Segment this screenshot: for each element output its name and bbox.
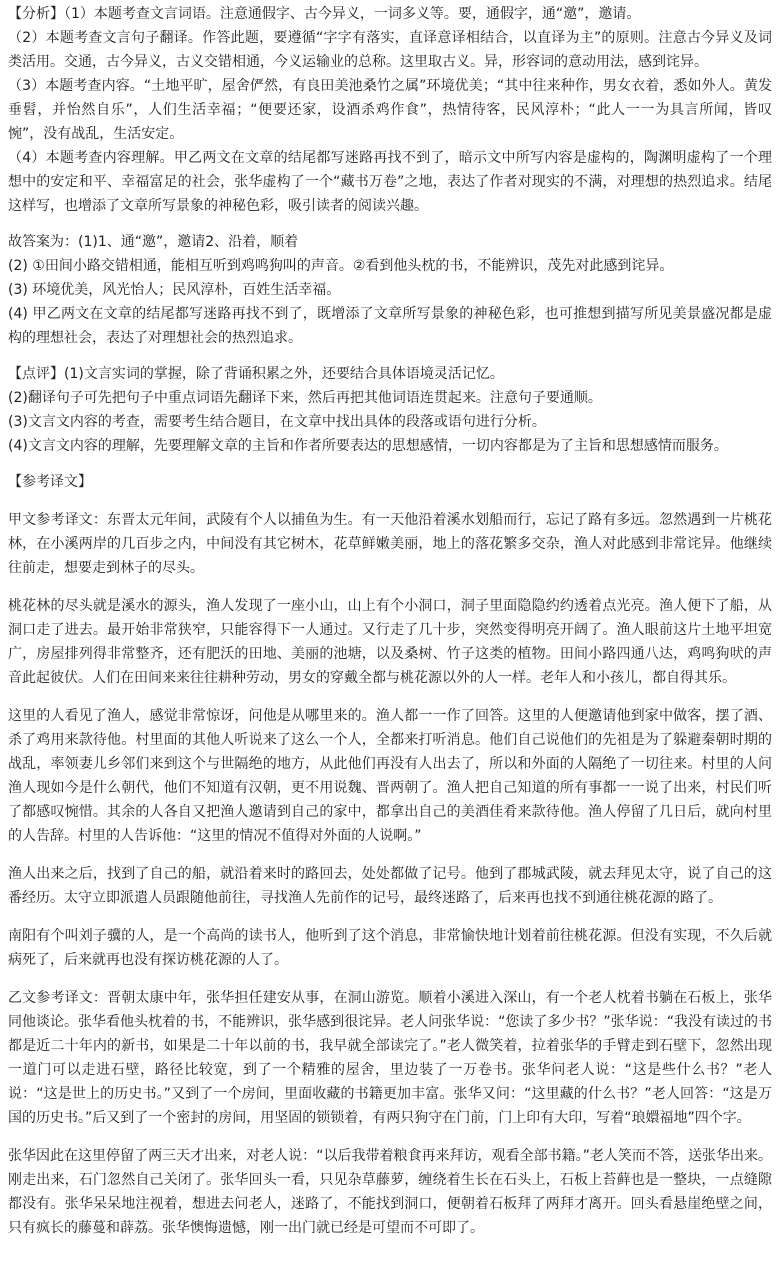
translation-section [8, 470, 772, 1240]
answer-line: (2) ①田间小路交错相通，能相互听到鸡鸣狗叫的声音。②看到他头枕的书，不能辨识，茂先对此感到诧异。 [8, 258, 674, 274]
comment-line: 【点评】(1)文言实词的掌握，除了背诵积累之外，还要结合具体语境灵活记忆。 [8, 366, 504, 382]
comment-line: (3)文言文内容的考查，需要考生结合题目，在文章中找出具体的段落或语句进行分析。 [8, 414, 546, 430]
translation-paragraph: 南阳有个叫刘子骥的人，是一个高尚的读书人，他听到了这个消息，非常愉快地计划着前往桃花源。但没有实现，不久后就病死了，后来就再也没有探访桃花源的人了。 [8, 928, 772, 968]
translation-paragraph: 乙文参考译文：晋朝太康中年，张华担任建安从事，在洞山游览。顺着小溪进入深山，有一个老人枕着书躺在石板上，张华同他谈论。张华看他头枕着的书，不能辨识，张华感到很诧异。老人问张华说：“您读了多少书？”张华说：“我没有读过的书都是近二十年内的新书，如果是二十年以前的书，我早就全部读完了。”老人微笑着，拉着张华的手臂走到石壁下，忽然出现一道门可以走进石壁，路径比较宽，到了一个精雅的屋舍，里边装了一万卷书。张华问老人说：“这是些什么书？”老人说：“这是世上的历史书。”又到了一个房间，里面收藏的书籍更加丰富。张华又问：“这里藏的什么书？”老人回答：“这是万国的历史书。”后又到了一个密封的房间，用坚固的锁锁着，有两只狗守在门前，门上印有大印，写着“琅嬛福地”四个字。 [8, 990, 772, 1126]
comment-line: (2)翻译句子可先把句子中重点词语先翻译下来，然后再把其他词语连贯起来。注意句子要通顺。 [8, 390, 602, 406]
translation-paragraph: 渔人出来之后，找到了自己的船，就沿着来时的路回去，处处都做了记号。他到了郡城武陵，就去拜见太守，说了自己的这番经历。太守立即派遣人员跟随他前往，寻找渔人先前作的记号，最终迷路了，后来再也找不到通往桃花源的路了。 [8, 866, 772, 906]
translation-paragraph: 张华因此在这里停留了两三天才出来，对老人说：“以后我带着粮食再来拜访，观看全部书籍。”老人笑而不答，送张华出来。刚走出来，石门忽然自己关闭了。张华回头一看，只见杂草藤萝，缠绕着生长在石头上，石板上苔藓也是一整块，一点缝隙都没有。张华呆呆地注视着，想进去问老人，迷路了，不能找到洞口，便朝着石板拜了两拜才离开。回头看悬崖绝壁之间，只有疯长的藤蔓和薜荔。张华懊悔遗憾，刚一出门就已经是可望而不可即了。 [8, 1148, 772, 1236]
answer-line: 故答案为：(1)1、通“邀”，邀请2、沿着，顺着 [8, 234, 299, 250]
translation-paragraph: 桃花林的尽头就是溪水的源头，渔人发现了一座小山，山上有个小洞口，洞子里面隐隐约约透着点光亮。渔人便下了船，从洞口走了进去。最开始非常狭窄，只能容得下一人通过。又行走了几十步，突然变得明亮开阔了。渔人眼前这片土地平坦宽广，房屋排列得非常整齐，还有肥沃的田地、美丽的池塘，以及桑树、竹子这类的植物。田间小路四通八达，鸡鸣狗吠的声音此起彼伏。人们在田间来来往往耕种劳动，男女的穿戴全都与桃花源以外的人一样。老年人和小孩儿，都自得其乐。 [8, 598, 772, 686]
translation-paragraph: 这里的人看见了渔人，感觉非常惊讶，问他是从哪里来的。渔人都一一作了回答。这里的人便邀请他到家中做客，摆了酒、杀了鸡用来款待他。村里面的其他人听说来了这么一个人，全都来打听消息。他们自己说他们的先祖是为了躲避秦朝时期的战乱，率领妻儿乡邻们来到这个与世隔绝的地方，从此他们再没有人出去了，所以和外面的人隔绝了一切往来。村里的人问渔人现如今是什么朝代，他们不知道有汉朝，更不用说魏、晋两朝了。渔人把自己知道的所有事都一一说了出来，村民们听了都感叹惋惜。其余的人各自又把渔人邀请到自己的家中，都拿出自己的美酒佳肴来款待他。渔人停留了几日后，就向村里的人告辞。村里的人告诉他：“这里的情况不值得对外面的人说啊。” [8, 708, 772, 844]
analysis-point-4: （4）本题考查内容理解。甲乙两文在文章的结尾都写迷路再找不到了，暗示文中所写内容是虚构的，陶渊明虚构了一个理想中的安定和平、幸福富足的社会，张华虚构了一个“藏书万卷”之地，表达了作者对现实的不满，对理想的热烈追求。结尾这样写，也增添了文章所写景象的神秘色彩，吸引读者的阅读兴趣。 [8, 150, 772, 214]
translation-paragraph: 甲文参考译文：东晋太元年间，武陵有个人以捕鱼为生。有一天他沿着溪水划船而行，忘记了路有多远。忽然遇到一片桃花林，在小溪两岸的几百步之内，中间没有其它树木，花草鲜嫩美丽，地上的落花繁多交杂，渔人对此感到非常诧异。他继续往前走，想要走到林子的尽头。 [8, 512, 772, 576]
analysis-section [8, 2, 772, 218]
answer-section [8, 230, 772, 350]
analysis-point-1: 【分析】（1）本题考查文言词语。注意通假字、古今异义，一词多义等。要，通假字，通“邀”，邀请。 [8, 6, 641, 22]
translation-heading: 【参考译文】 [8, 474, 92, 490]
analysis-point-2: （2）本题考查文言句子翻译。作答此题，要遵循“字字有落实，直译意译相结合，以直译为主”的原则。注意古今异义及词类活用。交通，古今异义，古义交错相通，今义运输业的总称。这里取古义。异，形容词的意动用法，感到诧异。 [8, 30, 772, 70]
analysis-heading: 【分析】 [8, 6, 64, 22]
comment-section [8, 362, 772, 458]
analysis-point-3: （3）本题考查内容。“土地平旷，屋舍俨然，有良田美池桑竹之属”环境优美；“其中往来种作，男女衣着，悉如外人。黄发垂髫，并怡然自乐”，人们生活幸福；“便要还家，设酒杀鸡作食”，热情待客，民风淳朴；“此人一一为具言所闻，皆叹惋”，没有战乱，生活安定。 [8, 78, 772, 142]
answer-line: (3) 环境优美，风光怡人；民风淳朴，百姓生活幸福。 [8, 282, 341, 298]
comment-line: (4)文言文内容的理解，先要理解文章的主旨和作者所要表达的思想感情，一切内容都是为了主旨和思想感情而服务。 [8, 438, 728, 454]
answer-line: (4) 甲乙两文在文章的结尾都写迷路再找不到了，既增添了文章所写景象的神秘色彩，也可推想到描写所见美景盛况都是虚构的理想社会，表达了对理想社会的热烈追求。 [8, 306, 772, 346]
